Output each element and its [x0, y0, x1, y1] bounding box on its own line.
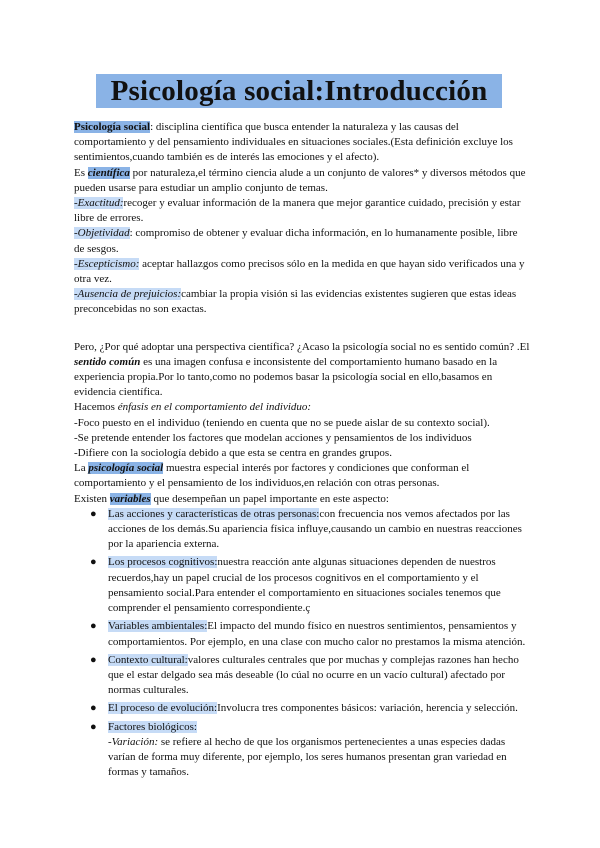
value-item: -Escepticismo: aceptar hallazgos como precisos sólo en la medida en que hayan sido verificados una y otra vez.: [74, 257, 525, 286]
question-paragraph: Pero, ¿Por qué adoptar una perspectiva científica? ¿Acaso la psicología social no es sentido común? .El sentido común es una imagen confusa e inconsistente del comportamiento humano basado en la experiencia propia.Por lo tanto,como no podemos basar la psicología social en ello,basamos en evidencia científica.: [74, 340, 530, 399]
list-item: ● Las acciones y características de otras personas:con frecuencia nos vemos afectados por las acciones de los demás.Su apariencia física influye,causando un cambio en nuestras reacciones por la apariencia externa.: [90, 507, 522, 551]
value-item: -Objetividad: compromiso de obtener y evaluar dicha información, en lo humanamente posible, libre de sesgos.: [74, 227, 518, 255]
term-psicologia-social: Psicología social: [74, 121, 151, 133]
list-item: ● Los procesos cognitivos:nuestra reacción ante algunas situaciones dependen de nuestros recuerdos,hay un papel crucial de los procesos cognitivos en el comportamiento y el pensamiento social.Para entender el comportamiento en situaciones sociales tenemos que comprender el pensamiento correspondiente.ç: [90, 556, 501, 615]
list-item: ● Factores biológicos: -Variación: se refiere al hecho de que los organismos pertenecientes a unas especies dadas varían de forma muy diferente, por ejemplo, los seres humanos presentan gran variedad en formas y tamaños.: [90, 720, 507, 779]
existen-line: Existen variables que desempeñan un papel importante en este aspecto:: [74, 492, 389, 505]
list-item: ● Contexto cultural:valores culturales centrales que por muchas y complejas razones han hecho que el estar delgado sea más deseable (lo cúal no ocurre en un vacío cultural) afectado por normas culturales.: [90, 653, 519, 697]
la-psicologia-paragraph: La psicología social muestra especial interés por factores y condiciones que conforman el comportamiento y el pensamiento de los individuos,en relación con otras personas.: [74, 462, 470, 490]
bullet-icon: ●: [90, 620, 97, 633]
bullet-icon: ●: [90, 556, 97, 569]
enfasis-line: Hacemos énfasis en el comportamiento del individuo:: [74, 401, 312, 414]
value-item: -Ausencia de prejuicios:cambiar la propia visión si las evidencias existentes sugieren que estas ideas preconcebidas no son exactas.: [74, 288, 517, 316]
point-item: -Difiere con la sociología debido a que esta se centra en grandes grupos.: [74, 447, 392, 460]
document-body: [74, 120, 530, 783]
point-item: -Foco puesto en el individuo (teniendo en cuenta que no se puede aislar de su contexto social).: [74, 416, 490, 429]
term-psicologia-social-2: psicología social: [88, 462, 164, 475]
point-item: -Se pretende entender los factores que modelan acciones y pensamientos de los individuos: [74, 431, 472, 444]
paragraph-gap: [74, 318, 530, 340]
list-item: ● El proceso de evolución:Involucra tres componentes básicos: variación, herencia y selección.: [74, 701, 530, 716]
bullet-icon: ●: [90, 507, 97, 520]
term-cientifica: científica: [87, 166, 130, 179]
term-sentido-comun: sentido común: [74, 355, 141, 368]
term-variables: variables: [109, 492, 151, 505]
bullet-icon: ●: [90, 653, 97, 666]
intro-definition: Psicología social: disciplina científica que busca entender la naturaleza y las causas del comportamiento y del pensamiento individuales en situaciones sociales.(Esta definición excluye los sentimientos,cuando también es de interés las emociones y el afecto).: [74, 121, 513, 164]
intro-cientifica: Es científica por naturaleza,el término ciencia alude a un conjunto de valores* y diversos métodos que pueden usarse para estudiar un amplio conjunto de temas.: [74, 166, 526, 194]
factors-list: [74, 507, 530, 780]
bullet-icon: ●: [90, 720, 97, 733]
page-title: Psicología social:Introducción: [96, 74, 502, 108]
bullet-icon: ●: [90, 702, 97, 715]
value-item: -Exactitud:recoger y evaluar información de la manera que mejor garantice cuidado, precisión y estar libre de errores.: [74, 197, 521, 225]
list-item: ● Variables ambientales:El impacto del mundo físico en nuestros sentimientos, pensamientos y comportamientos. Por ejemplo, en una clase con mucho calor no prestamos la misma atención.: [90, 620, 526, 648]
